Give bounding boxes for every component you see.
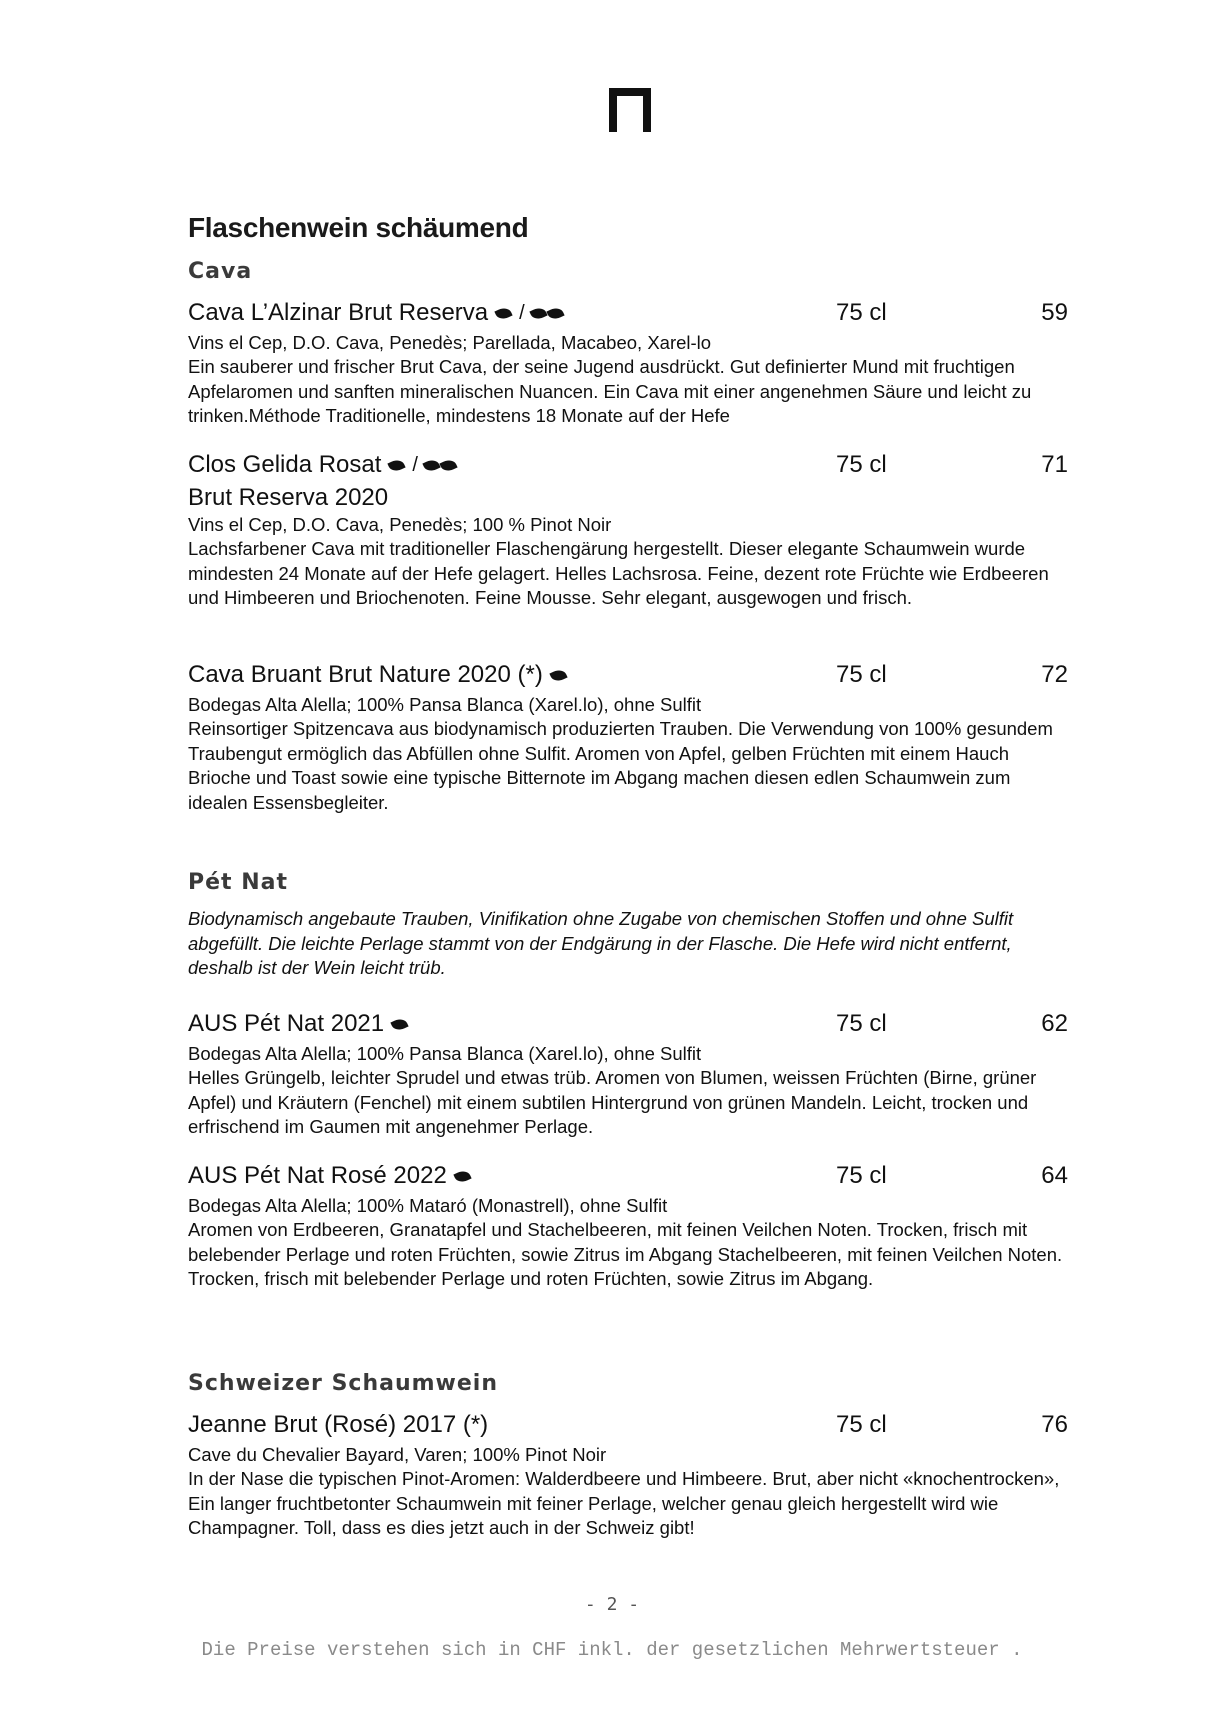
- bio-leaf-icons: /: [389, 454, 458, 477]
- wine-name: Clos Gelida Rosat /: [188, 451, 458, 479]
- wine-description: Ein sauberer und frischer Brut Cava, der seine Jugend ausdrückt. Gut definierter Mund mit fruchtigen Apfelaromen und sanften mineralischen Nuancen. Ein Cava mit einer angenehmen Säure und leicht zu trinken.Méthode Traditionelle, mindestens 18 Monate auf der Hefe: [188, 356, 1032, 426]
- wine-price: 59: [1041, 299, 1068, 326]
- leaf-icon: [453, 1168, 471, 1184]
- bio-leaf-icons: [551, 664, 568, 685]
- wine-volume: 75 cl: [836, 451, 887, 478]
- leaf-icon: [422, 457, 440, 473]
- wine-description: Lachsfarbener Cava mit traditioneller Flaschengärung hergestellt. Dieser elegante Schaumwein wurde mindesten 24 Monate auf der Hefe gelagert. Helles Lachsrosa. Feine, dezent rote Früchte wie Erdbeeren und Himbeeren und Briochenoten. Feine Mousse. Sehr elegant, ausgewogen und frisch.: [188, 538, 1049, 608]
- wine-producer: Vins el Cep, D.O. Cava, Penedès; Parellada, Macabeo, Xarel-lo: [188, 332, 712, 353]
- wine-entry: [188, 1162, 1068, 1292]
- section-heading-pet-nat: Pét Nat: [188, 870, 288, 895]
- wine-price: 62: [1041, 1010, 1068, 1037]
- wine-entry: [188, 1010, 1068, 1140]
- wine-price: 71: [1041, 451, 1068, 478]
- wine-name: Cava Bruant Brut Nature 2020 (*): [188, 661, 568, 689]
- wine-producer: Cave du Chevalier Bayard, Varen; 100% Pinot Noir: [188, 1444, 607, 1465]
- wine-description: Reinsortiger Spitzencava aus biodynamisch produzierten Trauben. Die Verwendung von 100% gesundem Traubengut ermöglich das Abfüllen ohne Sulfit. Aromen von Apfel, gelben Früchten mit einem Hauch Brioche und Toast sowie eine typische Bitternote im Abgang machen diesen edlen Schaumwein zum idealen Essensbegleiter.: [188, 718, 1053, 813]
- wine-name: Cava L’Alzinar Brut Reserva /: [188, 299, 565, 327]
- leaf-icon: [495, 305, 513, 321]
- wine-producer: Bodegas Alta Alella; 100% Mataró (Monastrell), ohne Sulfit: [188, 1195, 668, 1216]
- wine-producer: Bodegas Alta Alella; 100% Pansa Blanca (Xarel.lo), ohne Sulfit: [188, 1043, 702, 1064]
- wine-entry: [188, 1411, 1068, 1541]
- wine-entry: [188, 661, 1068, 815]
- leaf-icon: [546, 305, 564, 321]
- wine-name: AUS Pét Nat Rosé 2022: [188, 1162, 472, 1190]
- section-heading-schweizer-schaumwein: Schweizer Schaumwein: [188, 1371, 498, 1396]
- price-footnote: Die Preise verstehen sich in CHF inkl. der gesetzlichen Mehrwertsteuer .: [201, 1639, 1023, 1661]
- leaf-icon: [529, 305, 547, 321]
- wine-name-line2: Brut Reserva 2020: [188, 484, 389, 511]
- wine-description: Aromen von Erdbeeren, Granatapfel und Stachelbeeren, mit feinen Veilchen Noten. Trocken, frisch mit belebender Perlage und roten Früchten, sowie Zitrus im Abgang Stachelbeeren, mit feinen Veilchen Noten. Trocken, frisch mit belebender Perlage und roten Früchten, sowie Zitrus im Abgang.: [188, 1219, 1063, 1289]
- leaf-icon: [391, 1016, 409, 1032]
- section-intro: Biodynamisch angebaute Trauben, Vinifikation ohne Zugabe von chemischen Stoffen und ohne Sulfit abgefüllt. Die leichte Perlage stammt von der Endgärung in der Flasche. Die Hefe wird nicht entfernt, deshalb ist der Wein leicht trüb.: [188, 908, 1014, 978]
- bio-leaf-icons: [455, 1165, 472, 1186]
- wine-volume: 75 cl: [836, 661, 887, 688]
- bio-leaf-icons: [392, 1013, 409, 1034]
- wine-volume: 75 cl: [836, 1010, 887, 1037]
- wine-volume: 75 cl: [836, 1162, 887, 1189]
- wine-producer: Bodegas Alta Alella; 100% Pansa Blanca (Xarel.lo), ohne Sulfit: [188, 694, 702, 715]
- wine-description: In der Nase die typischen Pinot-Aromen: Walderdbeere und Himbeere. Brut, aber nicht «knochentrocken», Ein langer fruchtbetonter Schaumwein mit feiner Perlage, welcher genau gleich hergestellt wird wie Champagner. Toll, dass es dies jetzt auch in der Schweiz gibt!: [188, 1468, 1060, 1538]
- leaf-icon: [549, 667, 567, 683]
- leaf-icon: [439, 457, 457, 473]
- leaf-icon: [388, 457, 406, 473]
- wine-price: 72: [1041, 661, 1068, 688]
- bio-leaf-icons: /: [496, 302, 565, 325]
- page-title: Flaschenwein schäumend: [188, 212, 529, 243]
- wine-volume: 75 cl: [836, 1411, 887, 1438]
- wine-name: Jeanne Brut (Rosé) 2017 (*): [188, 1411, 489, 1438]
- wine-price: 76: [1041, 1411, 1068, 1438]
- wine-description: Helles Grüngelb, leichter Sprudel und etwas trüb. Aromen von Blumen, weissen Früchten (Birne, grüner Apfel) und Kräutern (Fenchel) mit einem subtilen Hintergrund von grünen Mandeln. Leicht, trocken und erfrischend im Gaumen mit angenehmer Perlage.: [188, 1067, 1037, 1137]
- wine-volume: 75 cl: [836, 299, 887, 326]
- wine-entry: [188, 299, 1068, 429]
- restaurant-logo: [609, 88, 651, 132]
- wine-producer: Vins el Cep, D.O. Cava, Penedès; 100 % Pinot Noir: [188, 514, 612, 535]
- page-number: - 2 -: [584, 1594, 640, 1615]
- section-heading-cava: Cava: [188, 259, 253, 284]
- wine-entry: [188, 451, 1068, 611]
- wine-name: AUS Pét Nat 2021: [188, 1010, 409, 1038]
- wine-price: 64: [1041, 1162, 1068, 1189]
